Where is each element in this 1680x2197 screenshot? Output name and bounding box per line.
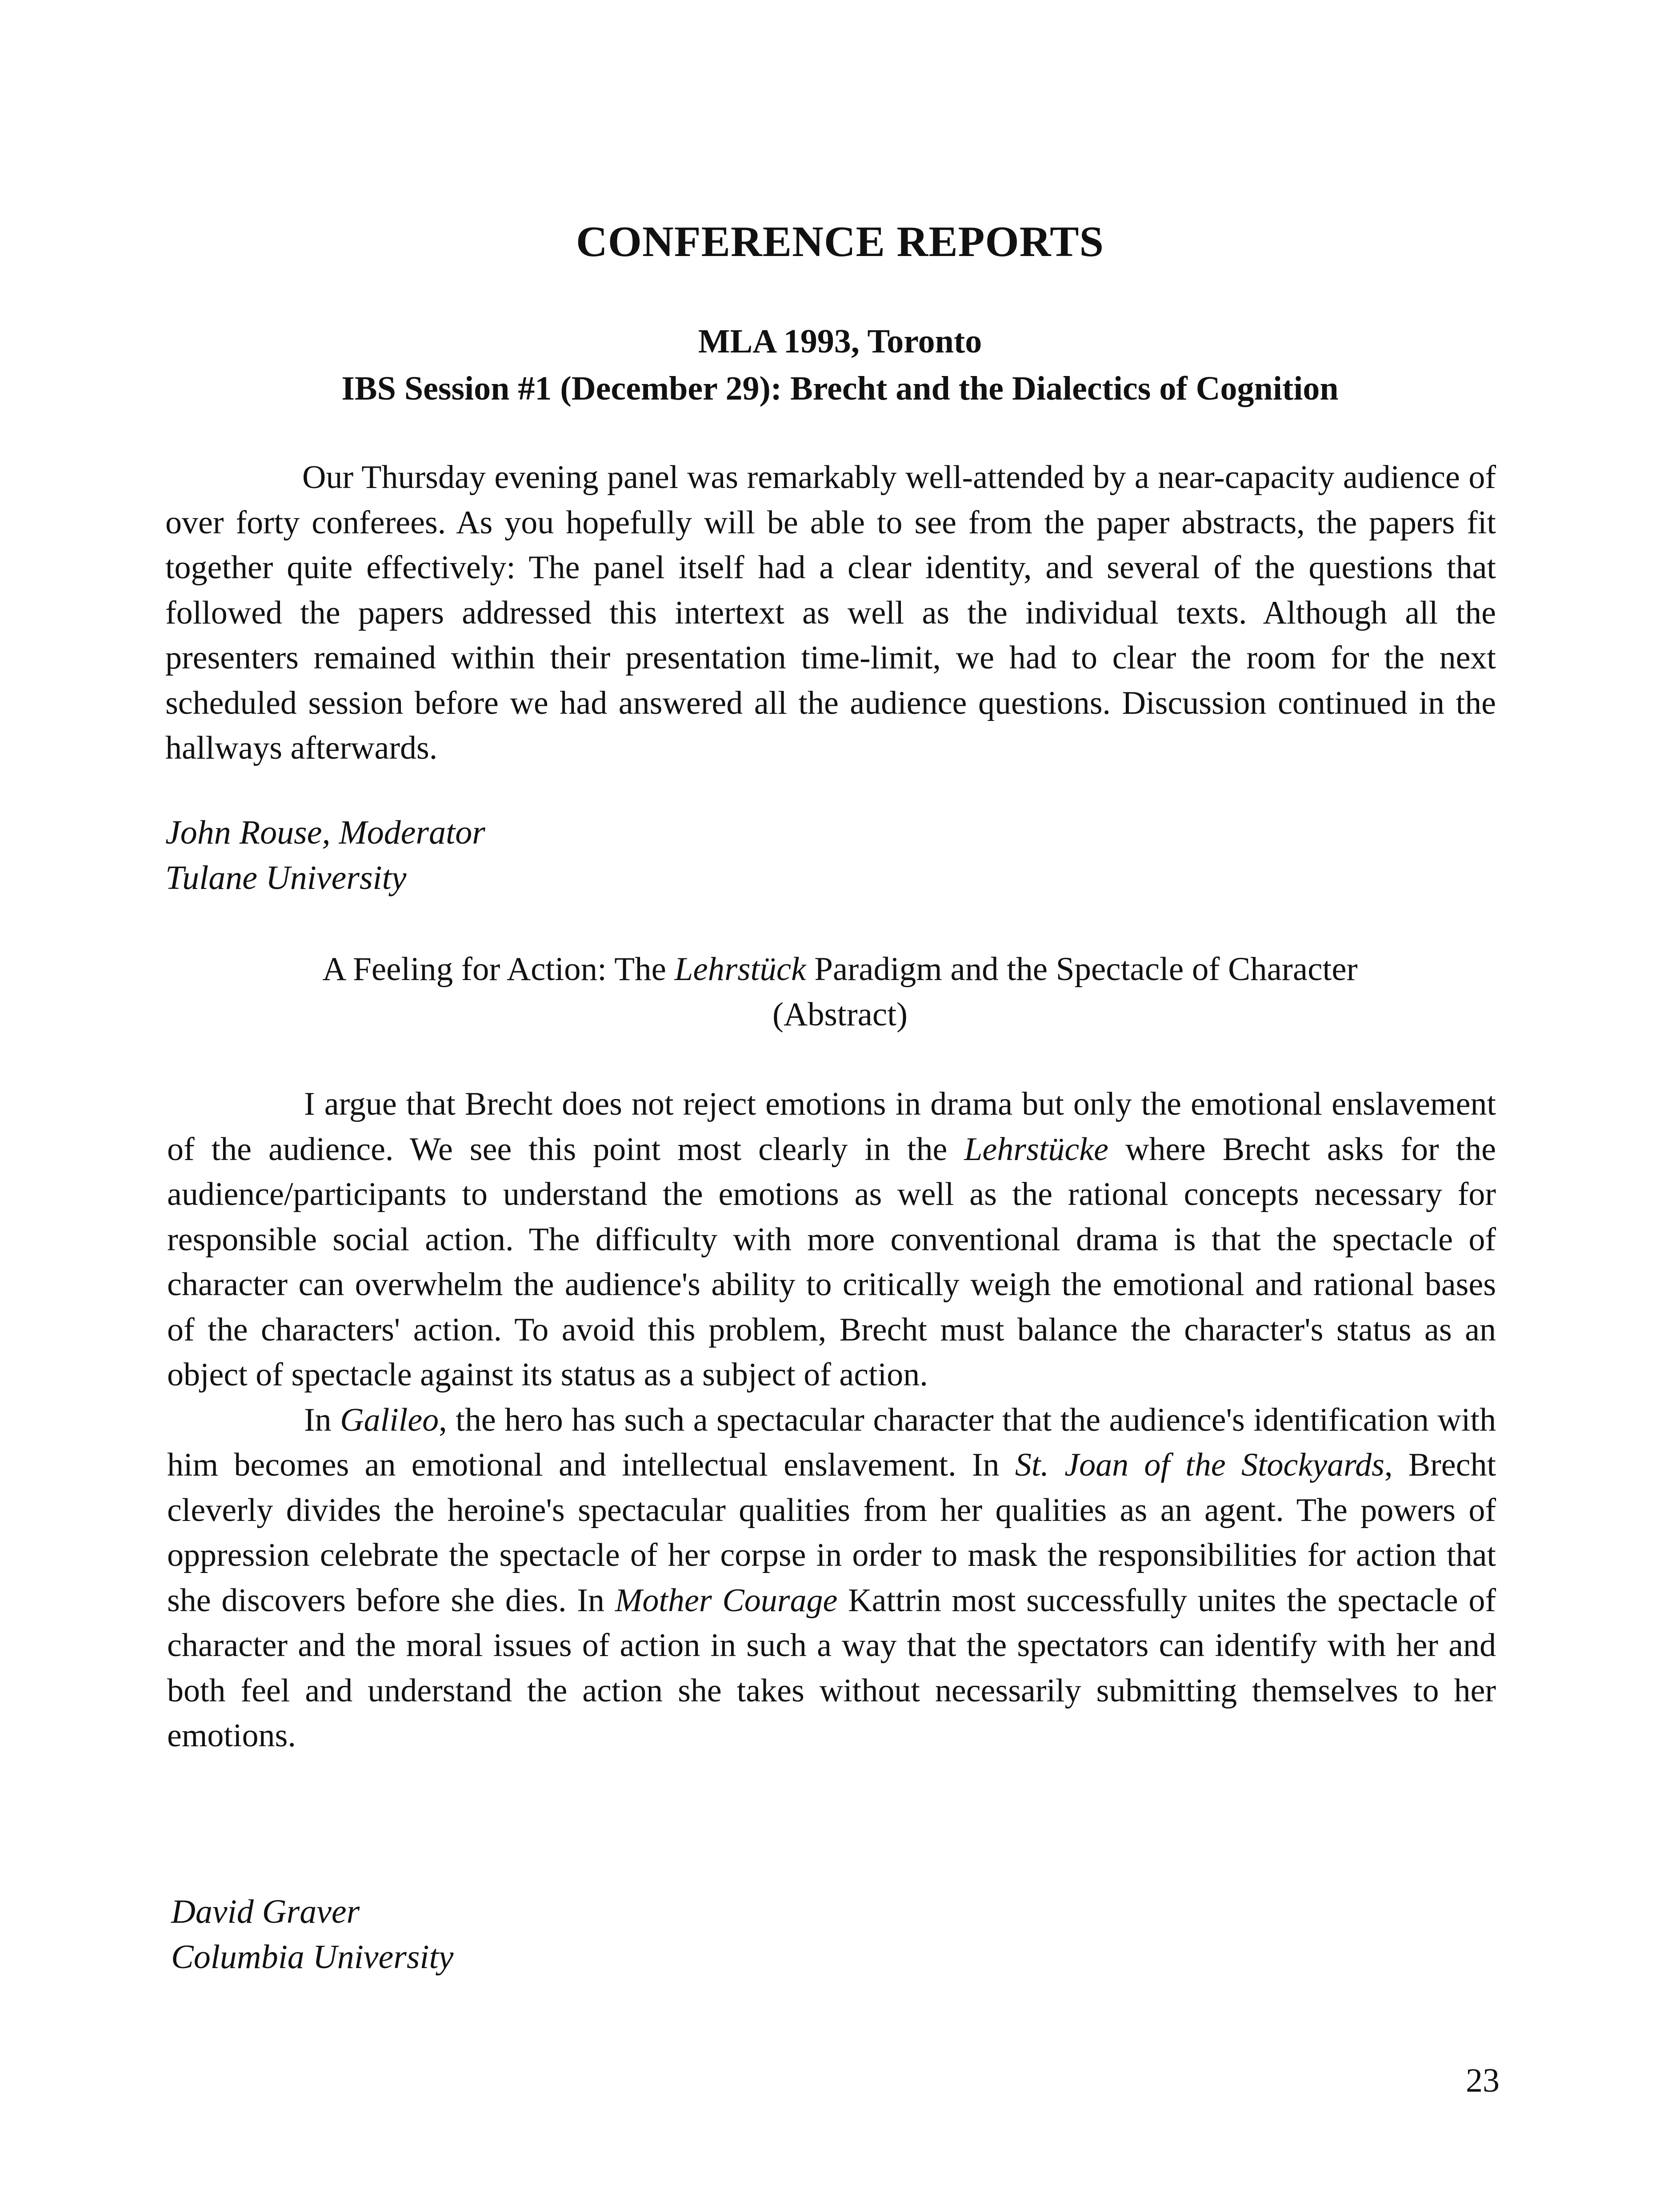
italic-title: St. Joan of the Stockyards	[1015, 1447, 1384, 1483]
italic-title: Galileo	[340, 1401, 439, 1438]
session-heading	[0, 318, 1680, 412]
moderator-affiliation: Tulane University	[165, 859, 407, 896]
text-run: , Brecht cleverly divides the heroine's spectacular qualities from her qualities as an agent. The powers of oppression celebrate the spectacle of her corpse in order to mask the responsibilities for action that she discovers before she dies. In	[167, 1447, 1496, 1619]
abstract-label: (Abstract)	[772, 996, 908, 1033]
text-run: where Brecht asks for the audience/participants to understand the emotions as well as the rational concepts necessary for responsible social action. The difficulty with more conventional drama is that the spectacle of character can overwhelm the audience's ability to critically weigh the emotional and rational bases of the characters' action. To avoid this problem, Brecht must balance the character's status as an object of spectacle against its status as a subject of action.	[167, 1131, 1496, 1393]
moderator-name: John Rouse, Moderator	[165, 814, 485, 851]
author-name: David Graver	[171, 1893, 360, 1930]
abstract-title-before: A Feeling for Action: The	[322, 951, 675, 988]
abstract-title-line	[0, 947, 1680, 992]
abstract-paragraph-1	[167, 1082, 1496, 1398]
intro-paragraph: Our Thursday evening panel was remarkably well-attended by a near-capacity audience of over forty conferees. As you hopefully will be able to see from the paper abstracts, the papers fit together quite effectively: The panel itself had a clear identity, and several of the questions that followed the papers addressed this intertext as well as the individual texts. Although all the presenters remained within their presentation time-limit, we had to clear the room for the next scheduled session before we had answered all the audience questions. Discussion continued in the hallways afterwards.	[165, 459, 1496, 766]
text-run: Kattrin most successfully unites the spectacle of character and the moral issues of action in such a way that the spectators can identify with her and both feel and understand the action she takes without necessarily submitting themselves to her emotions.	[167, 1582, 1496, 1754]
author-affiliation: Columbia University	[171, 1938, 454, 1976]
author-signature	[171, 1889, 453, 1980]
abstract-title	[0, 947, 1680, 1037]
abstract-title-after: Paradigm and the Spectacle of Character	[806, 951, 1358, 988]
page-title: CONFERENCE REPORTS	[576, 218, 1104, 266]
text-run: In	[304, 1401, 340, 1438]
italic-term: Lehrstücke	[964, 1131, 1108, 1168]
moderator-signature	[165, 810, 485, 900]
abstract-paragraph-2	[167, 1398, 1496, 1759]
text-run: I argue that Brecht does not reject emotions in drama but only the emotional enslavement of the audience. We see this point most clearly in the	[167, 1086, 1496, 1168]
italic-title: Mother Courage	[615, 1582, 838, 1619]
text-run: , the hero has such a spectacular character that the audience's identification with him becomes an emotional and intellectual enslavement. In	[167, 1401, 1496, 1483]
abstract-title-italic: Lehrstück	[674, 951, 806, 988]
abstract-body	[167, 1082, 1496, 1759]
intro-section	[165, 455, 1496, 771]
event-line: MLA 1993, Toronto	[698, 323, 982, 360]
session-line: IBS Session #1 (December 29): Brecht and the Dialectics of Cognition	[341, 370, 1339, 407]
page-number: 23	[1466, 2062, 1500, 2099]
